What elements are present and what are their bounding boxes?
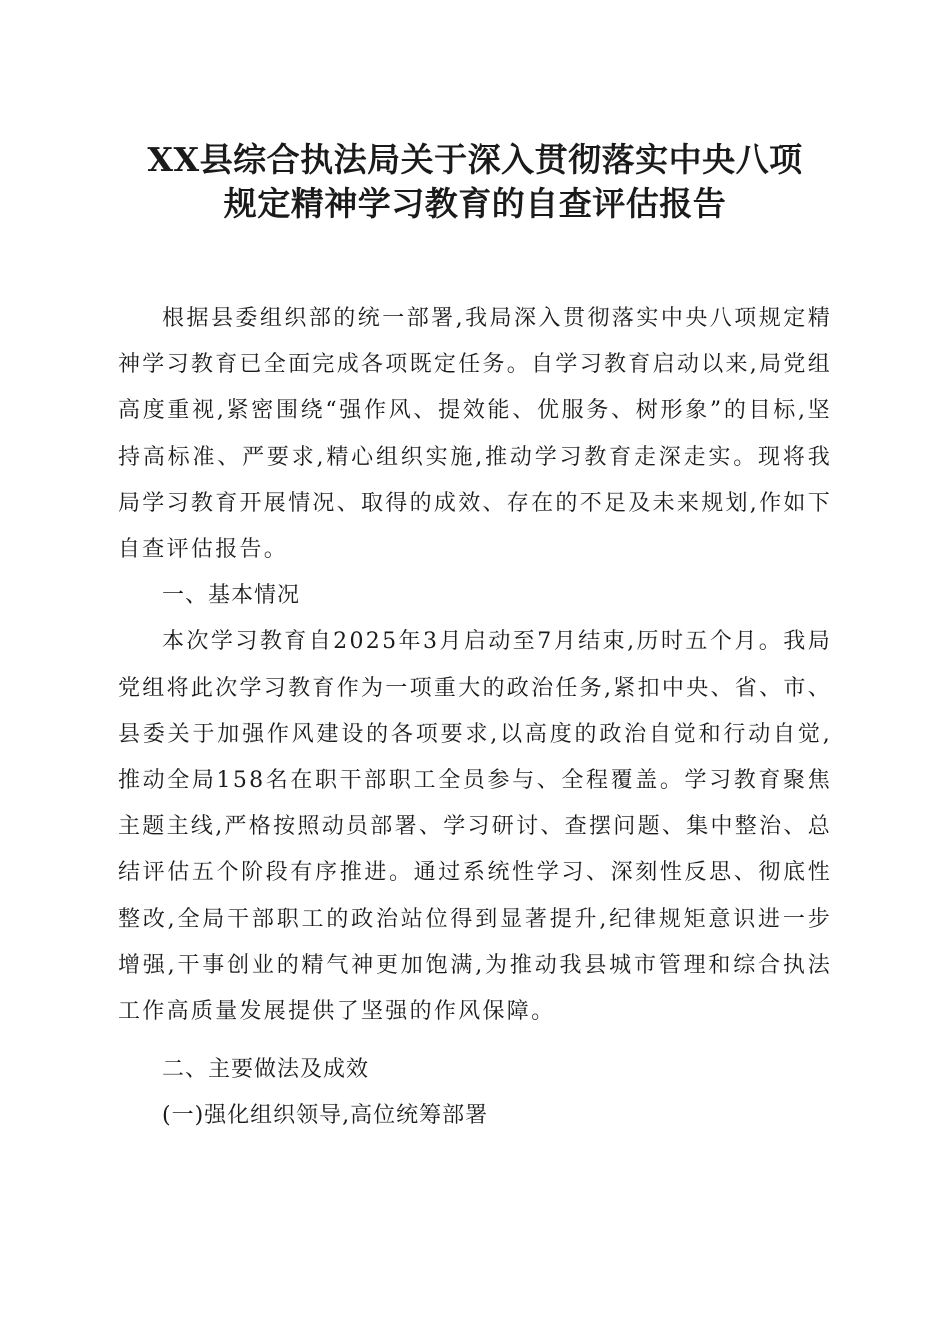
section-heading-basic-situation: 一、基本情况 (162, 583, 301, 609)
basic-situation-paragraph: 本次学习教育自2025年3月启动至7月结束,历时五个月。我局党组将此次学习教育作为一项重大的政治任务,紧扣中央、省、市、县委关于加强作风建设的各项要求,以高度的政治自觉和行动自觉,推动全局158名在职干部职工全员参与、全程覆盖。学习教育聚焦主题主线,严格按照动员部署、学习研讨、查摆问题、集中整治、总结评估五个阶段有序推进。通过系统性学习、深刻性反思、彻底性整改,全局干部职工的政治站位得到显著提升,纪律规矩意识进一步增强,干事创业的精气神更加饱满,为推动我县城市管理和综合执法工作高质量发展提供了坚强的作风保障。 (118, 629, 832, 1025)
subsection-heading-leadership: (一)强化组织领导,高位统筹部署 (162, 1103, 489, 1129)
title-line-2: 规定精神学习教育的自查评估报告 (223, 184, 727, 223)
document-page (118, 138, 832, 1140)
title-line-1: XX县综合执法局关于深入贯彻落实中央八项 (147, 140, 803, 179)
document-title (118, 138, 832, 226)
intro-paragraph: 根据县委组织部的统一部署,我局深入贯彻落实中央八项规定精神学习教育已全面完成各项既定任务。自学习教育启动以来,局党组高度重视,紧密围绕“强作风、提效能、优服务、树形象”的目标,坚持高标准、严要求,精心组织实施,推动学习教育走深走实。现将我局学习教育开展情况、取得的成效、存在的不足及未来规划,作如下自查评估报告。 (118, 306, 832, 563)
section-heading-practices-results: 二、主要做法及成效 (162, 1057, 370, 1083)
document-body (118, 296, 832, 1140)
